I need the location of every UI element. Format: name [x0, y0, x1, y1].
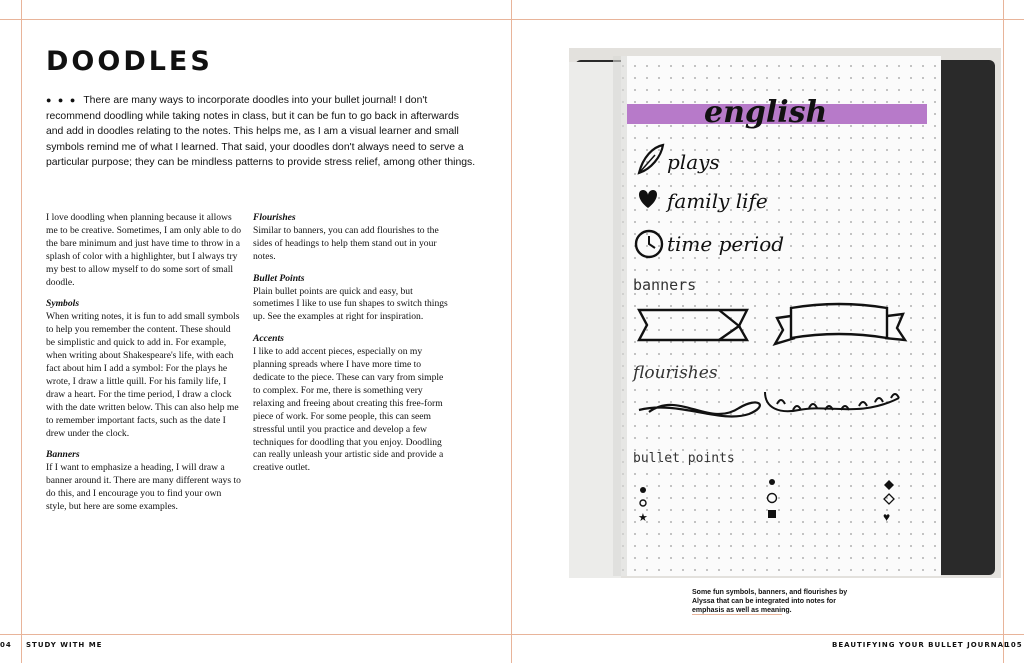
body-column-2 [253, 212, 449, 475]
margin-line-top [0, 19, 1024, 20]
journal-item-plays: plays [667, 150, 720, 174]
body-column-1 [46, 212, 242, 514]
paragraph: Plain bullet points are quick and easy, but sometimes I like to use fun shapes to switch things up. See the examples at right for inspiration. [253, 285, 448, 323]
heart-bullet-icon: ♥ [883, 510, 891, 524]
section-heading: Bullet Points [253, 272, 305, 284]
footer-left-title: STUDY WITH ME [26, 641, 103, 649]
margin-line-bottom [0, 634, 1024, 635]
dot-icon [769, 479, 775, 485]
page-title: DOODLES [46, 46, 213, 77]
photo-caption: Some fun symbols, banners, and flourishes by Alyssa that can be integrated into notes for emphasis as well as meaning. [692, 589, 848, 614]
journal-item-family-life: family life [667, 189, 768, 213]
caption-rule [692, 614, 782, 615]
section-heading: Flourishes [253, 212, 296, 223]
intro-text: There are many ways to incorporate doodles into your bullet journal! I don't recommend doodling while taking notes in class, but it can be fun to go back in afterwards and add in doodles relating to the notes. This helps me, as I am a visual learner and small symbols remind me of what I learned. That said, your doodles don't always need to serve a particular purpose; they can be mindless patterns to provide stress relief, among other things. [46, 95, 476, 169]
margin-line-left [21, 0, 22, 663]
book-spine-shadow [613, 56, 627, 576]
journal-label-bullet-points: bullet points [633, 451, 735, 466]
section-heading: Accents [253, 333, 284, 345]
paragraph: I like to add accent pieces, especially on my planning spreads where I have more time to dedicate to the piece. These can vary from simple to complex. For me, there is something very relaxing and freeing about creating this free-form piece of work. For some people, this can seem stressful until you practice and develop a few techniques for doodling that you enjoy. Doodling can really unleash your artistic side and provide a creative outlet. [253, 346, 444, 474]
journal-label-flourishes: flourishes [633, 363, 718, 383]
journal-heading: english [704, 95, 828, 130]
footer-right-page-number: 105 [1005, 641, 1023, 649]
gutter-line [511, 0, 512, 663]
paragraph: If I want to emphasize a heading, I will draw a banner around it. There are many different ways to do this, and I encourage you to find your own style, but here are some examples. [46, 462, 241, 513]
paragraph: I love doodling when planning because it allows me to be creative. Sometimes, I am only able to do the bare minimum and just have time to throw in a splash of color with a highlighter, but I always try my best to allow myself to do some sort of small doodle. [46, 212, 242, 288]
footer-left-page-number: 04 [0, 641, 12, 649]
intro-paragraph [46, 93, 478, 171]
section-heading: Symbols [46, 298, 80, 310]
star-icon: ★ [638, 512, 648, 524]
bullet-dots: ● ● ● [46, 95, 78, 105]
journal-label-banners: banners [633, 276, 697, 294]
paragraph: When writing notes, it is fun to add small symbols to help you remember the content. These should be simplistic and quick to add in. For example, when writing about Shakespeare's life, with each fact about him I add a symbol: For the plays he wrote, I draw a little quill. For his family life, I draw a heart. For the time period, I draw a clock with the date written below. This can also help me to remember important facts, such as the date I drew under the clock. [46, 311, 240, 439]
journal-photo [569, 48, 1001, 578]
margin-line-right [1003, 0, 1004, 663]
journal-item-time-period: time period [667, 232, 785, 256]
square-icon [768, 510, 776, 518]
paragraph: Similar to banners, you can add flourishes to the sides of headings to help them stand out in your notes. [253, 224, 439, 262]
section-heading: Banners [46, 449, 80, 461]
dot-icon [640, 487, 646, 493]
footer-right-title: BEAUTIFYING YOUR BULLET JOURNAL [832, 641, 1010, 649]
